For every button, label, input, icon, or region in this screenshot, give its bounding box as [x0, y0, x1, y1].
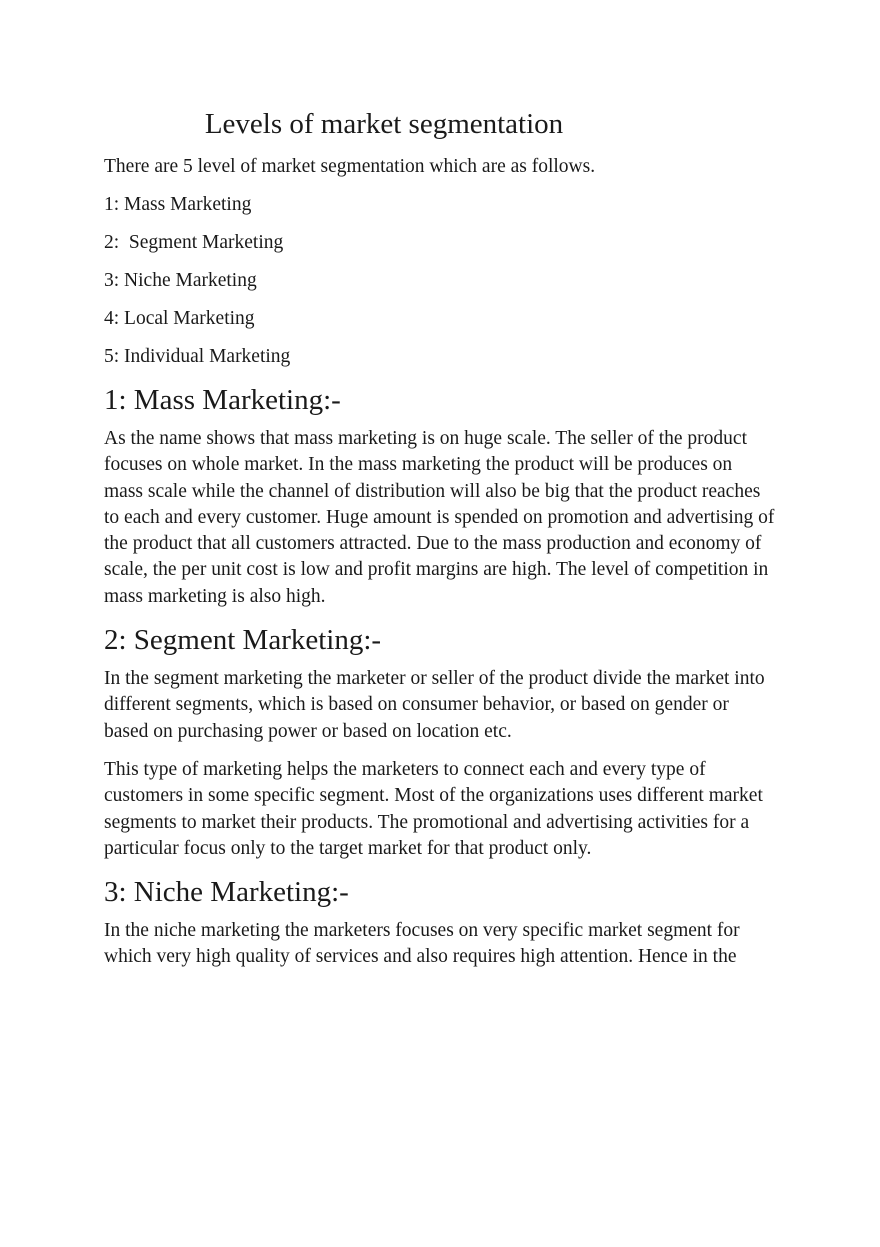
section-paragraph: In the segment marketing the marketer or seller of the product divide the market into different segments, which is based on consumer behavior, or based on gender or based on purchasing power or based on location etc. — [104, 668, 765, 742]
section-paragraph: In the niche marketing the marketers focuses on very specific market segment for which very high quality of services and also requires high attention. Hence in the — [104, 920, 740, 968]
page-title: Levels of market segmentation — [204, 108, 564, 140]
section-paragraph: This type of marketing helps the marketers to connect each and every type of customers in some specific segment. Most of the organizations uses different market segments to market their products. The promotional and advertising activities for a particular focus only to the target market for that product only. — [104, 758, 763, 859]
section-heading: 2: Segment Marketing:- — [104, 624, 382, 657]
section-heading: 3: Niche Marketing:- — [104, 876, 349, 909]
list-item: 3: Niche Marketing — [104, 270, 257, 291]
section-segment-marketing — [104, 622, 776, 862]
section-mass-marketing — [104, 382, 776, 610]
list-item: 5: Individual Marketing — [104, 346, 291, 367]
section-paragraph: As the name shows that mass marketing is on huge scale. The seller of the product focuses on whole market. In the mass marketing the product will be produces on mass scale while the channel of distribution will also be big that the product reaches to each and every customer. Huge amount is spended on promotion and advertising of the product that all customers attracted. Due to the mass production and economy of scale, the per unit cost is low and profit margins are high. The level of competition in mass marketing is also high. — [104, 428, 775, 607]
list-item: 2: Segment Marketing — [104, 232, 284, 253]
section-heading: 1: Mass Marketing:- — [104, 384, 341, 416]
list-item: 1: Mass Marketing — [104, 194, 252, 215]
document-body — [104, 154, 776, 983]
levels-list — [104, 192, 776, 370]
intro-text: There are 5 level of market segmentation which are as follows. — [104, 156, 596, 177]
section-niche-marketing — [104, 874, 776, 971]
list-item: 4: Local Marketing — [104, 308, 255, 329]
